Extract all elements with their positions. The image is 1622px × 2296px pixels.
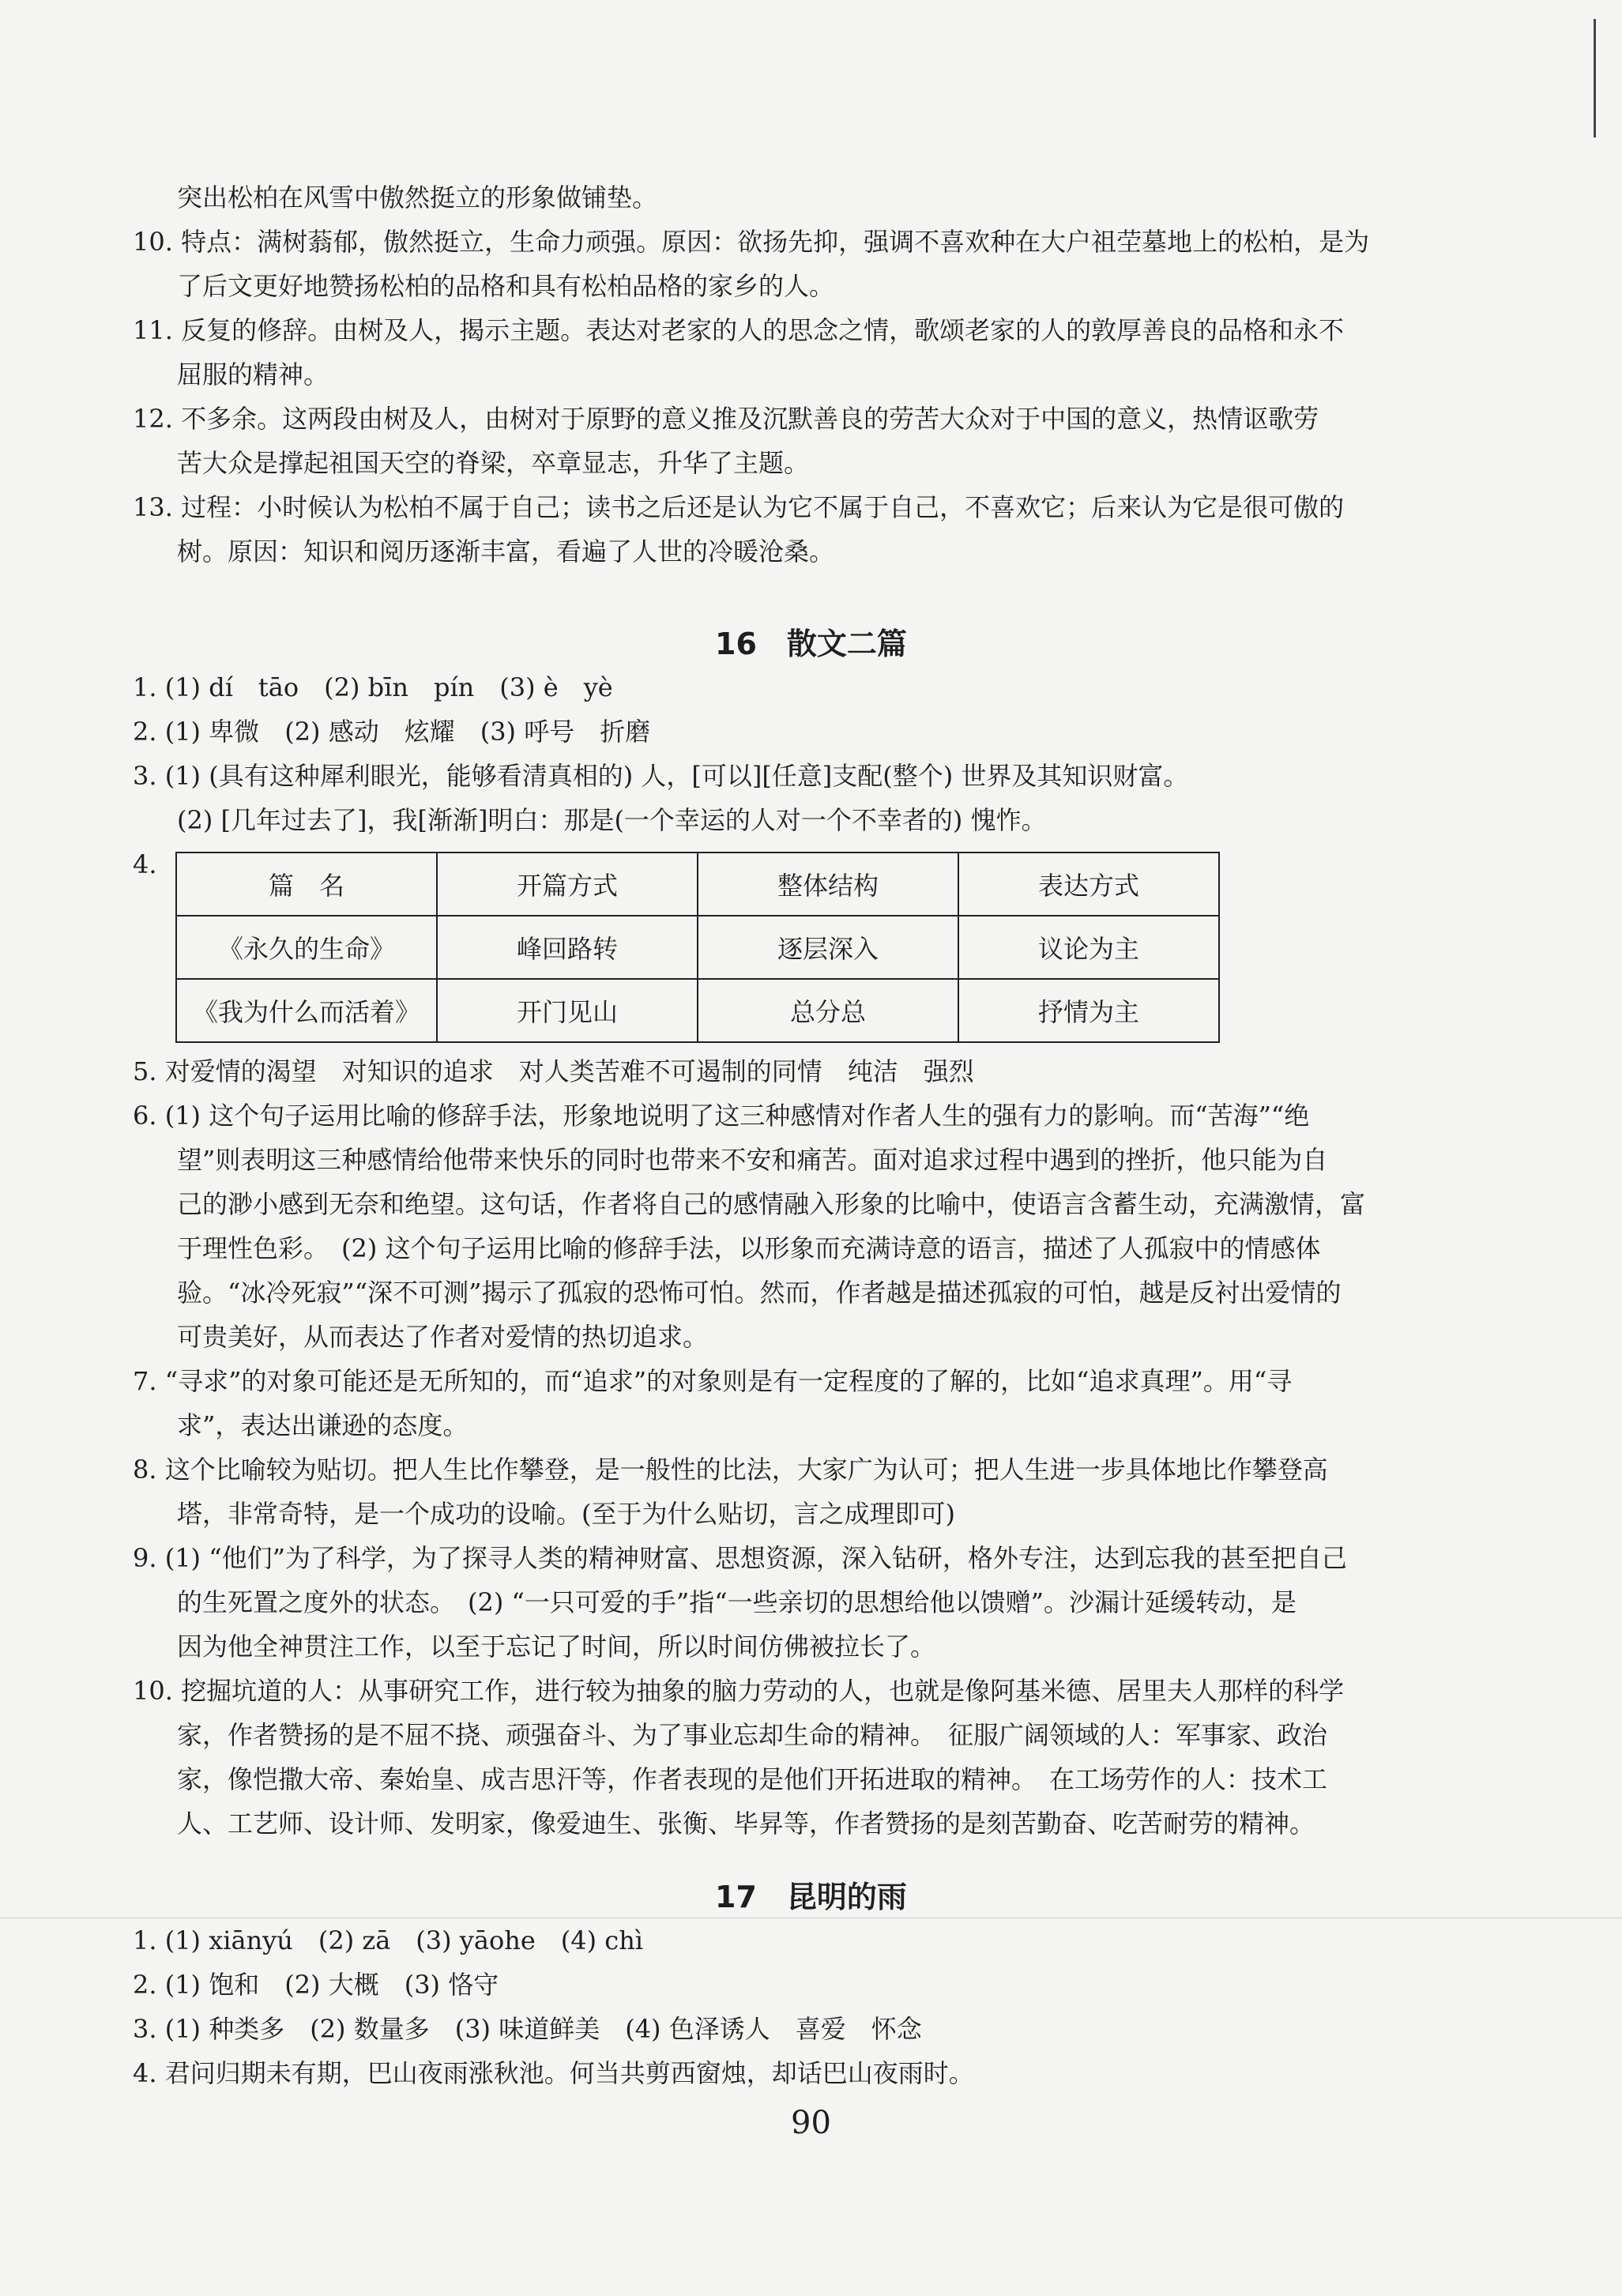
prev-section-answers — [133, 175, 1436, 574]
table-header-cell: 篇 名 — [176, 853, 437, 916]
answer-line: 苦大众是撑起祖国天空的脊梁，卒章显志，升华了主题。 — [177, 448, 810, 478]
table-cell: 议论为主 — [958, 916, 1219, 979]
answer-line: 3. (1) (具有这种犀利眼光，能够看清真相的) 人，[可以][任意]支配(整个) 世界及其知识财富。 — [133, 761, 1189, 791]
table-header-cell: 开篇方式 — [437, 853, 698, 916]
answer-line: (2) [几年过去了]，我[渐渐]明白：那是(一个幸运的人对一个不幸者的) 愧怍。 — [177, 805, 1047, 835]
answer-line: 人、工艺师、设计师、发明家，像爱迪生、张衡、毕昇等，作者赞扬的是刻苦勤奋、吃苦耐劳的精神。 — [177, 1809, 1315, 1839]
answer-line: 2. (1) 饱和 (2) 大概 (3) 恪守 — [133, 1970, 499, 2000]
answer-line: 11. 反复的修辞。由树及人，揭示主题。表达对老家的人的思念之情，歌颂老家的人的敦厚善良的品格和永不 — [133, 315, 1345, 345]
table-header-row — [176, 853, 1219, 916]
answer-line: 塔，非常奇特，是一个成功的设喻。(至于为什么贴切，言之成理即可) — [177, 1499, 955, 1529]
answer-line: 家，作者赞扬的是不屈不挠、顽强奋斗、为了事业忘却生命的精神。 征服广阔领域的人：军事家、政治 — [177, 1720, 1328, 1750]
answer-line: 求”，表达出谦逊的态度。 — [177, 1410, 469, 1440]
table-cell: 总分总 — [698, 979, 958, 1042]
table-cell: 《我为什么而活着》 — [176, 979, 437, 1042]
answer-line: 了后文更好地赞扬松柏的品格和具有松柏品格的家乡的人。 — [177, 271, 835, 301]
answer-line: 树。原因：知识和阅历逐渐丰富，看遍了人世的冷暖沧桑。 — [177, 536, 835, 566]
answer-line: 可贵美好，从而表达了作者对爱情的热切追求。 — [177, 1322, 709, 1352]
section-16-title: 16 散文二篇 — [715, 627, 907, 661]
answer-line: 的生死置之度外的状态。 (2) “一只可爱的手”指“一些亲切的思想给他以馈赠”。沙漏计延缓转动，是 — [177, 1587, 1296, 1617]
answer-line: 于理性色彩。 (2) 这个句子运用比喻的修辞手法，以形象而充满诗意的语言，描述了人孤寂中的情感体 — [177, 1233, 1321, 1263]
answer-line: 1. (1) xiānyú (2) zā (3) yāohe (4) chì — [133, 1925, 644, 1955]
answer-line: 12. 不多余。这两段由树及人，由树对于原野的意义推及沉默善良的劳苦大众对于中国的意义，热情讴歌劳 — [133, 404, 1319, 434]
margin-rule — [1594, 19, 1596, 137]
answer-line: 9. (1) “他们”为了科学，为了探寻人类的精神财富、思想资源，深入钻研，格外专注，达到忘我的甚至把自己 — [133, 1543, 1347, 1573]
page-number: 90 — [791, 2105, 831, 2141]
answer-line: 己的渺小感到无奈和绝望。这句话，作者将自己的感情融入形象的比喻中，使语言含蓄生动，充满激情，富 — [177, 1189, 1366, 1219]
answer-line: 验。“冰冷死寂”“深不可测”揭示了孤寂的恐怖可怕。然而，作者越是描述孤寂的可怕，越是反衬出爱情的 — [177, 1278, 1342, 1308]
table-cell: 逐层深入 — [698, 916, 958, 979]
table-header-cell: 整体结构 — [698, 853, 958, 916]
answer-line: 2. (1) 卑微 (2) 感动 炫耀 (3) 呼号 折磨 — [133, 717, 651, 747]
answer-line: 7. “寻求”的对象可能还是无所知的，而“追求”的对象则是有一定程度的了解的，比如“追求真理”。用“寻 — [133, 1366, 1293, 1396]
answer-line: 8. 这个比喻较为贴切。把人生比作攀登，是一般性的比法，大家广为认可；把人生进一步具体地比作攀登高 — [133, 1455, 1328, 1485]
answer-line: 4. 君问归期未有期，巴山夜雨涨秋池。何当共剪西窗烛，却话巴山夜雨时。 — [133, 2058, 974, 2088]
comparison-table — [175, 852, 1220, 1043]
answer-line: 3. (1) 种类多 (2) 数量多 (3) 味道鲜美 (4) 色泽诱人 喜爱 怀念 — [133, 2014, 922, 2044]
table-cell: 峰回路转 — [437, 916, 698, 979]
table-cell: 《永久的生命》 — [176, 916, 437, 979]
section-17-title: 17 昆明的雨 — [715, 1880, 907, 1914]
answer-line: 屈服的精神。 — [177, 359, 329, 390]
answer-line: 望”则表明这三种感情给他带来快乐的同时也带来不安和痛苦。面对追求过程中遇到的挫折，他只能为自 — [177, 1145, 1328, 1175]
table-header-cell: 表达方式 — [958, 853, 1219, 916]
table-cell: 开门见山 — [437, 979, 698, 1042]
answer-line: 6. (1) 这个句子运用比喻的修辞手法，形象地说明了这三种感情对作者人生的强有力的影响。而“苦海”“绝 — [133, 1101, 1310, 1131]
answer-line: 13. 过程：小时候认为松柏不属于自己；读书之后还是认为它不属于自己，不喜欢它；后来认为它是很可傲的 — [133, 492, 1345, 522]
answer-line: 突出松柏在风雪中傲然挺立的形象做铺垫。 — [177, 183, 658, 213]
answer-line: 10. 特点：满树蓊郁，傲然挺立，生命力顽强。原因：欲扬先抑，强调不喜欢种在大户祖茔墓地上的松柏，是为 — [133, 227, 1370, 257]
answer-line: 10. 挖掘坑道的人：从事研究工作，进行较为抽象的脑力劳动的人，也就是像阿基米德、居里夫人那样的科学 — [133, 1676, 1345, 1706]
section-16-answers-bottom — [133, 1049, 1436, 1846]
answer-line: 4. — [133, 849, 157, 879]
table-cell: 抒情为主 — [958, 979, 1219, 1042]
answer-line: 5. 对爱情的渴望 对知识的追求 对人类苦难不可遏制的同情 纯洁 强烈 — [133, 1056, 974, 1086]
answer-line: 因为他全神贯注工作，以至于忘记了时间，所以时间仿佛被拉长了。 — [177, 1632, 936, 1662]
answer-line: 1. (1) dí tāo (2) bīn pín (3) è yè — [133, 672, 613, 702]
section-17-answers — [133, 1918, 1436, 2095]
table-row — [176, 979, 1219, 1042]
table-row — [176, 916, 1219, 979]
answer-line: 家，像恺撒大帝、秦始皇、成吉思汗等，作者表现的是他们开拓进取的精神。 在工场劳作的人：技术工 — [177, 1764, 1328, 1794]
